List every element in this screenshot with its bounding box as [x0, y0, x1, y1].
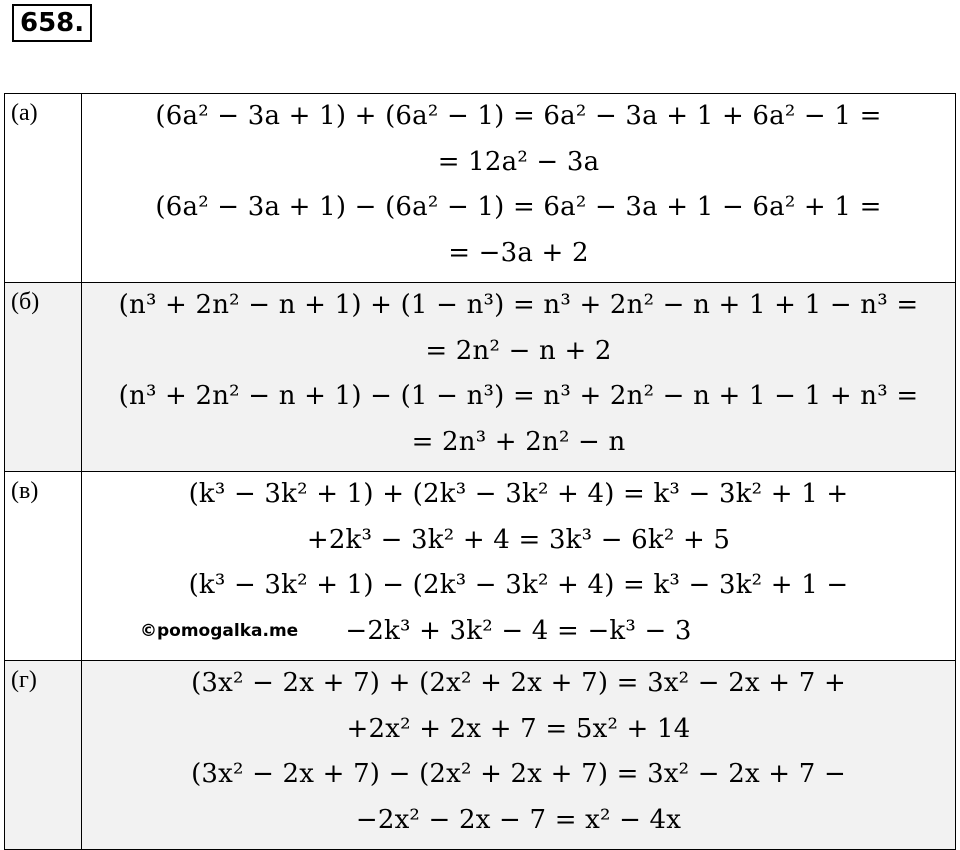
row-content: [82, 283, 956, 472]
row-label: (в): [5, 472, 82, 661]
equation-line: = 2n² − n + 2: [425, 335, 612, 366]
equation-line: −2k³ + 3k² − 4 = −k³ − 3: [345, 615, 692, 646]
equation-line: +2x² + 2x + 7 = 5x² + 14: [346, 713, 691, 744]
equation-line: (k³ − 3k² + 1) + (2k³ − 3k² + 4) = k³ − 3k² + 1 +: [188, 479, 849, 509]
equation-line: (3x² − 2x + 7) + (2x² + 2x + 7) = 3x² − 2x + 7 +: [191, 668, 846, 698]
solution-row-b: [5, 283, 956, 472]
equation-line: +2k³ − 3k² + 4 = 3k³ − 6k² + 5: [306, 524, 731, 555]
equation-line: (k³ − 3k² + 1) − (2k³ − 3k² + 4) = k³ − 3k² + 1 −: [188, 570, 849, 600]
row-content: [82, 661, 956, 850]
equation-line: (6a² − 3a + 1) + (6a² − 1) = 6a² − 3a + 1 + 6a² − 1 =: [155, 101, 882, 131]
row-label: (а): [5, 94, 82, 283]
row-content: [82, 94, 956, 283]
equation-line: = −3a + 2: [448, 237, 589, 268]
solution-row-g: [5, 661, 956, 850]
equation-line: (n³ + 2n² − n + 1) − (1 − n³) = n³ + 2n² − n + 1 − 1 + n³ =: [118, 381, 919, 411]
watermark-text: ©pomogalka.me: [140, 621, 299, 641]
row-label: (б): [5, 283, 82, 472]
problem-number: 658.: [12, 4, 92, 42]
equation-line: (6a² − 3a + 1) − (6a² − 1) = 6a² − 3a + 1 − 6a² + 1 =: [155, 192, 882, 222]
equation-line: = 12a² − 3a: [437, 146, 600, 177]
equation-line: = 2n³ + 2n² − n: [411, 426, 626, 457]
solution-table: [4, 93, 956, 850]
equation-line: (n³ + 2n² − n + 1) + (1 − n³) = n³ + 2n² − n + 1 + 1 − n³ =: [118, 290, 919, 320]
equation-line: −2x² − 2x − 7 = x² − 4x: [355, 804, 682, 835]
row-label: (г): [5, 661, 82, 850]
equation-line: (3x² − 2x + 7) − (2x² + 2x + 7) = 3x² − 2x + 7 −: [191, 759, 846, 789]
solution-row-a: [5, 94, 956, 283]
